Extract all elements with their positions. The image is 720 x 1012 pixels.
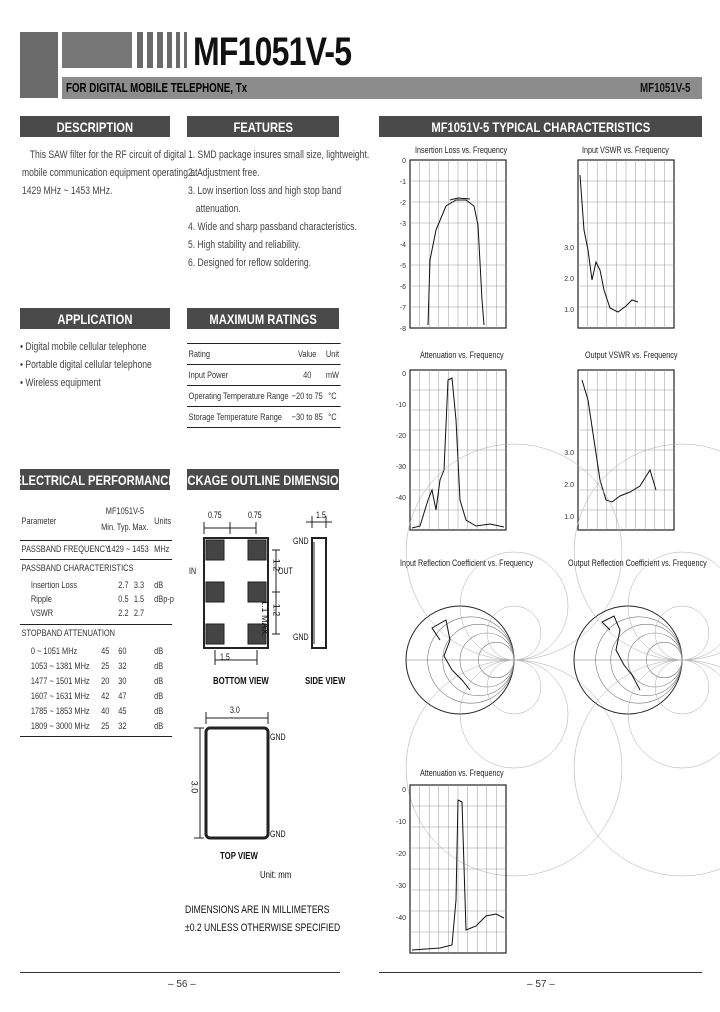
- table-cell: 40: [290, 365, 324, 386]
- pb-cell: 0.5: [118, 594, 129, 605]
- chart3-tick-label: -40: [395, 495, 406, 502]
- chart2-tick-label: 3.0: [564, 245, 574, 252]
- stop-cell: 1477 ~ 1501 MHz: [30, 676, 90, 687]
- chart3-tick-label: -30: [395, 464, 406, 471]
- table-header: Value: [290, 344, 324, 365]
- description-line: 1429 MHz ~ 1453 MHz.: [22, 185, 113, 197]
- stop-cell: 32: [118, 661, 127, 672]
- dim-30h: 3.0: [189, 780, 200, 794]
- stop-cell: 30: [118, 676, 127, 687]
- dim-15b: 1.5: [220, 652, 230, 662]
- chart2-title: Input VSWR vs. Frequency: [582, 145, 669, 155]
- feature-item: 2. Adjustment free.: [188, 167, 260, 179]
- table-cell: Input Power: [187, 365, 290, 386]
- part-number: MF1051V-5: [105, 506, 145, 517]
- table-cell: mW: [324, 365, 340, 386]
- application-item: • Portable digital cellular telephone: [20, 359, 152, 371]
- table-cell: Storage Temperature Range: [187, 407, 290, 428]
- out-label: OUT: [278, 566, 293, 576]
- chart2-tick-label: 2.0: [564, 276, 574, 283]
- application-item: • Digital mobile cellular telephone: [20, 341, 147, 353]
- chart4-title: Output VSWR vs. Frequency: [585, 350, 678, 360]
- chart7-tick-label: 0: [402, 787, 406, 794]
- electrical-heading: ELECTRICAL PERFORMANCE: [20, 469, 170, 490]
- chart7-title: Attenuation vs. Frequency: [420, 768, 504, 778]
- chart5-arc: [487, 606, 541, 660]
- table-cell: °C: [324, 407, 340, 428]
- stop-cell: 25: [101, 721, 110, 732]
- application-heading: APPLICATION: [20, 308, 170, 329]
- unit-label: Unit: mm: [260, 870, 292, 881]
- gnd-label: GND: [293, 632, 309, 642]
- description-heading: DESCRIPTION: [20, 116, 170, 137]
- chart6-arc: [628, 660, 720, 768]
- col-typ: Typ.: [116, 522, 131, 533]
- package-heading: PACKAGE OUTLINE DIMENSIONS: [187, 469, 339, 490]
- gnd-label: GND: [270, 732, 286, 742]
- gnd-label: GND: [270, 829, 286, 839]
- features-heading: FEATURES: [187, 116, 339, 137]
- table-cell: °C: [324, 386, 340, 407]
- chart6-arc: [574, 444, 720, 660]
- dim-12a: 1.2: [271, 558, 282, 572]
- pb-cell: 2.7: [133, 608, 145, 619]
- stop-cell: 25: [101, 661, 110, 672]
- stop-cell: dB: [154, 646, 164, 657]
- chart3-tick-label: 0: [402, 371, 406, 378]
- dim-12b: 1.2: [271, 603, 282, 617]
- pb-cell: Insertion Loss: [30, 580, 78, 591]
- footer-rule: [379, 972, 702, 973]
- passband-value: 1429 ~ 1453: [107, 544, 149, 555]
- stop-cell: 20: [101, 676, 110, 687]
- feature-item: 3. Low insertion loss and high stop band: [188, 185, 342, 197]
- pb-cell: 2.2: [118, 608, 129, 619]
- footer-rule: [20, 972, 340, 973]
- chart5-arc: [487, 660, 541, 714]
- stop-cell: 1053 ~ 1381 MHz: [30, 661, 90, 672]
- max-height: 1.1 MAX.: [260, 600, 270, 638]
- pb-cell: 3.3: [133, 580, 145, 591]
- top-view-label: TOP VIEW: [220, 851, 258, 862]
- chart7-tick-label: -10: [395, 819, 406, 826]
- pb-cell: Ripple: [30, 594, 52, 605]
- chart1-tick-label: -3: [399, 221, 406, 228]
- chart1-tick-label: -5: [399, 263, 406, 270]
- chart4-tick-label: 2.0: [564, 482, 574, 489]
- stop-cell: 47: [118, 691, 127, 702]
- chart1-title: Insertion Loss vs. Frequency: [415, 145, 508, 155]
- chart6-arc: [655, 660, 709, 714]
- chart1-tick-label: -8: [399, 326, 406, 333]
- col-units: Units: [154, 516, 172, 527]
- stop-label: STOPBAND ATTENUATION: [21, 628, 116, 639]
- table-cell: Operating Temperature Range: [187, 386, 290, 407]
- chart3-tick-label: -20: [395, 433, 406, 440]
- stop-cell: dB: [154, 691, 164, 702]
- chart2-tick-label: 1.0: [564, 307, 574, 314]
- description-line: This SAW filter for the RF circuit of digital: [29, 149, 186, 161]
- table-cell: −20 to 75: [290, 386, 324, 407]
- stop-cell: dB: [154, 661, 164, 672]
- col-min: Min.: [101, 522, 116, 533]
- dim-075b: 0.75: [248, 510, 262, 520]
- bottom-view-label: BOTTOM VIEW: [213, 676, 269, 687]
- chart1-tick-label: -2: [399, 200, 406, 207]
- chart5-series: [432, 620, 470, 690]
- dim-075a: 0.75: [208, 510, 222, 520]
- chart6-arc: [655, 606, 709, 660]
- page-title: MF1051V-5: [193, 30, 352, 74]
- pb-cell: 2.7: [118, 580, 129, 591]
- stop-cell: 1785 ~ 1853 MHz: [30, 706, 90, 717]
- feature-item: 6. Designed for reflow soldering.: [188, 257, 312, 269]
- typical-heading: MF1051V-5 TYPICAL CHARACTERISTICS: [379, 116, 702, 137]
- dim-15-top: 1.5: [316, 510, 326, 520]
- chart6-arc: [574, 660, 720, 876]
- chart1-tick-label: 0: [402, 158, 406, 165]
- feature-item: attenuation.: [195, 203, 241, 215]
- stop-cell: 40: [101, 706, 110, 717]
- pb-char-label: PASSBAND CHARACTERISTICS: [21, 563, 134, 574]
- chart7-tick-label: -30: [395, 883, 406, 890]
- chart4-tick-label: 1.0: [564, 514, 574, 521]
- note-2: ±0.2 UNLESS OTHERWISE SPECIFIED: [185, 922, 341, 934]
- description-line: mobile communication equipment operating at: [22, 167, 198, 179]
- chart4-tick-label: 3.0: [564, 450, 574, 457]
- pb-cell: dBp-p: [154, 594, 174, 605]
- subtitle: FOR DIGITAL MOBILE TELEPHONE, Tx: [66, 80, 248, 95]
- stop-cell: 32: [118, 721, 127, 732]
- in-label: IN: [189, 566, 197, 576]
- chart5-title: Input Reflection Coefficient vs. Frequency: [400, 558, 534, 568]
- passband-units: MHz: [154, 544, 170, 555]
- stop-cell: 45: [118, 706, 127, 717]
- chart7-tick-label: -20: [395, 851, 406, 858]
- stop-cell: 1809 ~ 3000 MHz: [30, 721, 90, 732]
- chart6-title: Output Reflection Coefficient vs. Frequency: [568, 558, 707, 568]
- col-max: Max.: [132, 522, 149, 533]
- chart1-tick-label: -6: [399, 284, 406, 291]
- feature-item: 4. Wide and sharp passband characteristics.: [188, 221, 357, 233]
- stop-cell: 0 ~ 1051 MHz: [30, 646, 78, 657]
- pb-cell: VSWR: [30, 608, 54, 619]
- chart1-tick-label: -1: [399, 179, 406, 186]
- page-number-right: – 57 –: [527, 979, 555, 990]
- pb-cell: dB: [154, 580, 164, 591]
- pb-cell: 1.5: [133, 594, 145, 605]
- side-view-label: SIDE VIEW: [305, 676, 346, 687]
- subtitle-right: MF1051V-5: [640, 80, 691, 95]
- feature-item: 5. High stability and reliability.: [188, 239, 301, 251]
- table-header: Rating: [187, 344, 290, 365]
- stop-cell: dB: [154, 706, 164, 717]
- table-cell: −30 to 85: [290, 407, 324, 428]
- stop-cell: 42: [101, 691, 110, 702]
- stop-cell: dB: [154, 721, 164, 732]
- chart6-arc: [628, 552, 720, 660]
- max-ratings-heading: MAXIMUM RATINGS: [187, 308, 339, 329]
- page-number-left: – 56 –: [168, 979, 196, 990]
- feature-item: 1. SMD package insures small size, lightweight.: [188, 149, 370, 161]
- table-header: Unit: [324, 344, 340, 365]
- dim-30w: 3.0: [230, 705, 240, 715]
- gnd-label: GND: [293, 536, 309, 546]
- application-item: • Wireless equipment: [20, 377, 101, 389]
- passband-label: PASSBAND FREQUENCY: [21, 544, 110, 555]
- chart1-tick-label: -7: [399, 305, 406, 312]
- stop-cell: 1607 ~ 1631 MHz: [30, 691, 90, 702]
- note-1: DIMENSIONS ARE IN MILLIMETERS: [185, 904, 330, 916]
- stop-cell: dB: [154, 676, 164, 687]
- chart1-tick-label: -4: [399, 242, 406, 249]
- chart1-series: [428, 200, 484, 325]
- col-parameter: Parameter: [21, 516, 57, 527]
- chart3-title: Attenuation vs. Frequency: [420, 350, 504, 360]
- stop-cell: 60: [118, 646, 127, 657]
- chart7-tick-label: -40: [395, 915, 406, 922]
- chart3-tick-label: -10: [395, 402, 406, 409]
- chart2-series: [580, 175, 638, 312]
- stop-cell: 45: [101, 646, 110, 657]
- chart4-series: [582, 380, 656, 502]
